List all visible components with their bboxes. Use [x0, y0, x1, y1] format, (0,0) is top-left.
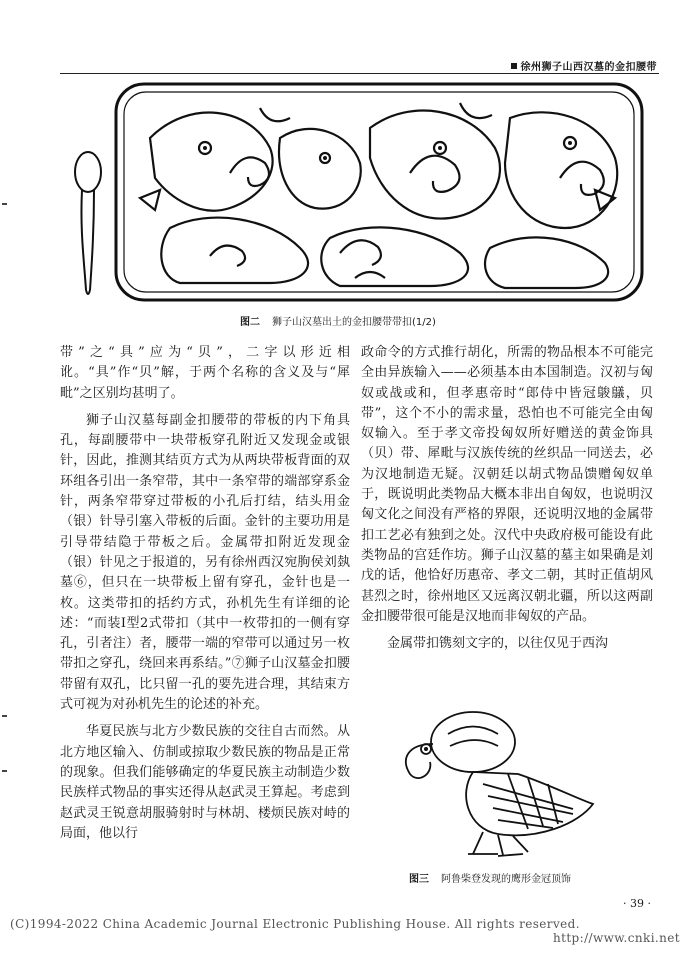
- figure-3-label: 图三: [409, 874, 429, 885]
- figure-3-eagle-ornament: [388, 704, 618, 864]
- figure-2-caption: [240, 313, 436, 328]
- paragraph: 狮子山汉墓每副金扣腰带的带板的内下角具孔，每副腰带中一块带板穿孔附近又发现金或银针，因此，推测其结页方式为从两块带板背面的双环组各引出一条窄带，其中一条窄带的端部穿系金针，两条窄带穿过带板的小孔后打结，结头用金（银）针导引塞入带板的后面。金针的主要功用是引导带结隐于带板之后。金属带扣附近发现金（银）针见之于报道的，另有徐州西汉宛朐侯刘埶墓⑥，但只在一块带板上留有穿孔，金针也是一枚。这类带扣的括约方式，孙机先生有详细的论述：“而装Ⅰ型2式带扣（其中一枚带扣的一侧有穿孔，引者注）者，腰带一端的窄带可以通过另一枚带扣之穿孔，绕回来再系结。”⑦狮子山汉墓金扣腰带留有双孔，比只留一孔的要先进合理，其结束方式可视为对孙机先生的论述的补充。: [60, 412, 350, 713]
- scan-mark: [2, 715, 7, 717]
- running-header: [511, 58, 658, 73]
- header-title: 徐州狮子山西汉墓的金扣腰带: [520, 62, 657, 73]
- belt-buckle-drawing: [110, 78, 648, 306]
- buckle-hook-drawing: [72, 150, 104, 300]
- page-number: · 39 ·: [623, 897, 651, 910]
- left-text-column: [60, 343, 350, 844]
- figure-2-caption-text: 狮子山汉墓出土的金扣腰带带扣(1/2): [272, 317, 436, 328]
- header-rule: [60, 73, 659, 74]
- right-text-column: [361, 343, 653, 654]
- footer-url[interactable]: http://www.cnki.net: [552, 931, 680, 945]
- paragraph: 金属带扣镌刻文字的，以往仅见于西沟: [387, 636, 609, 652]
- paragraph: 政命令的方式推行胡化，所需的物品根本不可能完全由异族输入——必须基本由本国制造。汉初与匈奴或战或和，但孝惠帝时“郎侍中皆冠鵔鸃，贝带”，这个不小的需求量，恐怕也不可能完全由匈奴输入。至于孝文帝投匈奴所好赠送的黄金饰具（贝）带、犀毗与汉族传统的丝织品一同送去，必为汉地制造无疑。汉朝廷以胡式物品馈赠匈奴单于，既说明此类物品大概本非出自匈奴，也说明汉匈文化之间没有严格的界限，还说明汉地的金属带扣工艺必有独到之处。汉代中央政府极可能设有此类物品的宫廷作坊。狮子山汉墓的墓主如果确是刘戊的话，他恰好历惠帝、孝文二朝，其时正值胡风甚烈之时，徐州地区又远离汉朝北疆，所以这两副金扣腰带很可能是汉地而非匈奴的产品。: [361, 345, 653, 624]
- figure-2-belt-buckle: [110, 78, 648, 306]
- copyright-text: (C)1994-2022 China Academic Journal Electronic Publishing House. All rights reserved.: [10, 917, 580, 931]
- paragraph: 带”之“具”应为“贝”，二字以形近相讹。“具”作“贝”解，于两个名称的含义及与“犀毗”之区别均甚明了。: [60, 345, 350, 401]
- copyright-footer: [10, 917, 680, 945]
- figure-2-label: 图二: [240, 317, 260, 328]
- paragraph: 华夏民族与北方少数民族的交往自古而然。从北方地区输入、仿制或掠取少数民族的物品是正常的现象。但我们能够确定的华夏民族主动制造少数民族样式物品的事实还得从赵武灵王算起。考虑到赵武灵王锐意胡服骑射时与林胡、楼烦民族对峙的局面，他以行: [60, 724, 350, 841]
- scan-mark: [2, 770, 7, 772]
- header-square-icon: [511, 63, 517, 69]
- figure-3-caption: [409, 870, 571, 885]
- scan-mark: [2, 203, 7, 205]
- figure-3-caption-text: 阿鲁柴登发现的鹰形金冠顶饰: [441, 874, 571, 885]
